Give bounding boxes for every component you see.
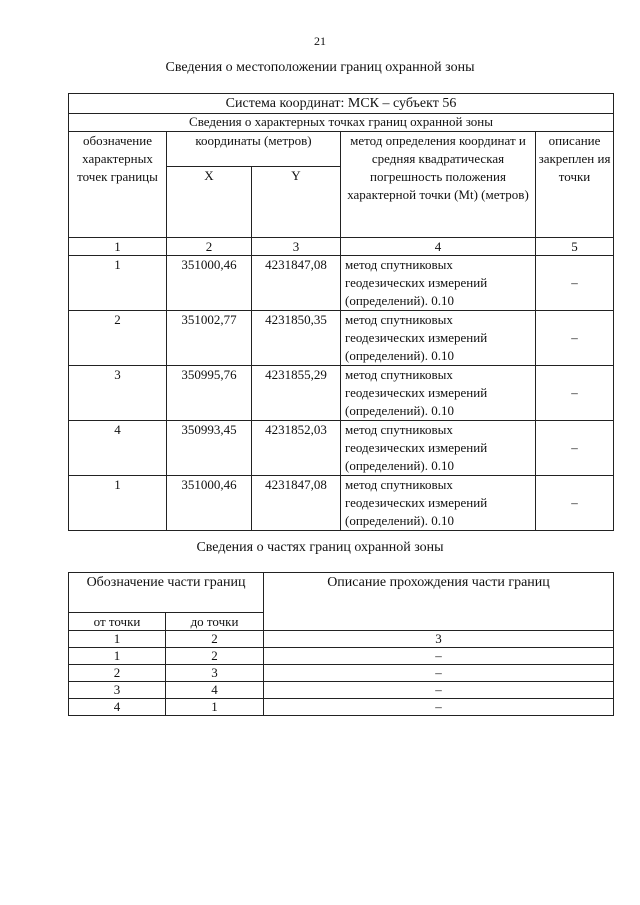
column-number-row [69,238,614,256]
coord-x: 350993,45 [167,421,252,476]
section-title-boundaries: Сведения о местоположении границ охранной зоны [165,60,475,75]
column-number: 4 [341,238,536,256]
header-y: Y [252,167,341,238]
point-id: 1 [69,476,167,531]
table-row [69,665,614,682]
coord-y: 4231852,03 [252,421,341,476]
coord-y: 4231855,29 [252,366,341,421]
description-cell: – [536,421,614,476]
table-row [69,256,614,311]
part-description: – [264,648,614,665]
coord-x: 351000,46 [167,476,252,531]
point-id: 3 [69,366,167,421]
coord-x: 351002,77 [167,311,252,366]
table-row [69,648,614,665]
page-number: 21 [314,34,326,48]
coordinate-system: Система координат: МСК – субъект 56 [69,94,614,114]
header-coordinates: координаты (метров) [167,132,341,167]
header-method: метод определения координат и средняя квадратическая погрешность положения характерной точки (Mt) (метров) [341,132,536,238]
column-number: 3 [264,631,614,648]
to-point: 4 [166,682,264,699]
from-point: 2 [69,665,166,682]
method-cell: метод спутниковых геодезических измерений (определений). 0.10 [341,421,536,476]
column-number: 2 [166,631,264,648]
header-to-point: до точки [166,613,264,631]
header-row [69,573,614,613]
description-cell: – [536,311,614,366]
point-id: 1 [69,256,167,311]
column-number: 2 [167,238,252,256]
table-row [69,421,614,476]
point-id: 2 [69,311,167,366]
header-designation: обозначение характерных точек границы [69,132,167,238]
table-row [69,94,614,114]
method-cell: метод спутниковых геодезических измерений (определений). 0.10 [341,476,536,531]
header-from-point: от точки [69,613,166,631]
coord-x: 351000,46 [167,256,252,311]
coord-x: 350995,76 [167,366,252,421]
from-point: 3 [69,682,166,699]
header-part-designation: Обозначение части границ [69,573,264,613]
table-row [69,476,614,531]
header-x: X [167,167,252,238]
table-row [69,366,614,421]
part-description: – [264,665,614,682]
header-description: описание закреплен ия точки [536,132,614,238]
column-number: 1 [69,631,166,648]
part-description: – [264,699,614,716]
method-cell: метод спутниковых геодезических измерений (определений). 0.10 [341,366,536,421]
boundary-points-table [68,93,614,531]
column-number: 1 [69,238,167,256]
column-number: 3 [252,238,341,256]
table-row [69,682,614,699]
boundary-parts-table [68,572,614,716]
to-point: 3 [166,665,264,682]
to-point: 1 [166,699,264,716]
table-row [69,311,614,366]
to-point: 2 [166,648,264,665]
header-row [69,132,614,167]
coord-y: 4231850,35 [252,311,341,366]
table-row [69,114,614,132]
table-subtitle: Сведения о характерных точках границ охранной зоны [69,114,614,132]
section-title-parts: Сведения о частях границ охранной зоны [196,540,444,555]
from-point: 4 [69,699,166,716]
description-cell: – [536,366,614,421]
column-number-row [69,631,614,648]
column-number: 5 [536,238,614,256]
method-cell: метод спутниковых геодезических измерений (определений). 0.10 [341,256,536,311]
method-cell: метод спутниковых геодезических измерений (определений). 0.10 [341,311,536,366]
coord-y: 4231847,08 [252,256,341,311]
description-cell: – [536,476,614,531]
from-point: 1 [69,648,166,665]
header-part-description: Описание прохождения части границ [264,573,614,631]
point-id: 4 [69,421,167,476]
table-row [69,699,614,716]
coord-y: 4231847,08 [252,476,341,531]
description-cell: – [536,256,614,311]
part-description: – [264,682,614,699]
